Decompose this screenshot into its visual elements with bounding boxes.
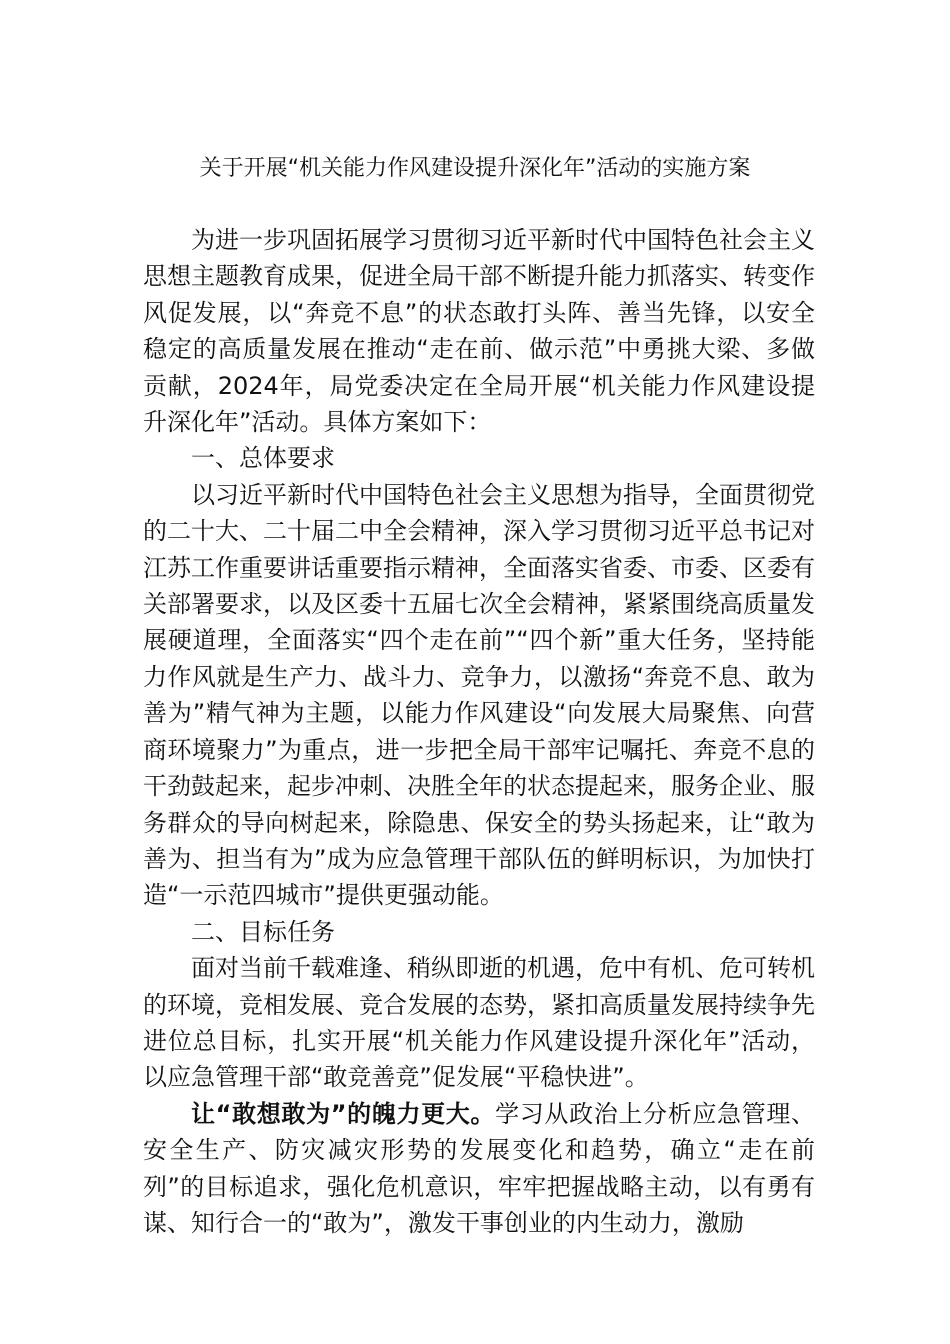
point-one-paragraph (143, 1096, 815, 1242)
section-heading-goals-tasks: 二、目标任务 (191, 917, 335, 946)
document-body (143, 222, 815, 1241)
goals-tasks-paragraph: 面对当前千载难逢、稍纵即逝的机遇，危中有机、危可转机的环境，竞相发展、竞合发展的态势，紧扣高质量发展持续争先进位总目标，扎实开展“机关能力作风建设提升深化年”活动，以应急管理干部“敢竞善竞”促发展“平稳快进”。 (143, 954, 815, 1092)
intro-paragraph: 为进一步巩固拓展学习贯彻习近平新时代中国特色社会主义思想主题教育成果，促进全局干部不断提升能力抓落实、转变作风促发展，以“奔竞不息”的状态敢打头阵、善当先锋，以安全稳定的高质量发展在推动“走在前、做示范”中勇挑大梁、多做贡献，2024年，局党委决定在全局开展“机关能力作风建设提升深化年”活动。具体方案如下： (143, 226, 815, 437)
point-one-body: 学习从政治上分析应急管理、安全生产、防灾减灾形势的发展变化和趋势，确立“走在前列”的目标追求，强化危机意识，牢牢把握战略主动，以有勇有谋、知行合一的“敢为”，激发干事创业的内生动力，激励 (143, 1099, 816, 1237)
point-one-lead: 让“敢想敢为”的魄力更大。 (191, 1099, 496, 1128)
general-requirements-paragraph: 以习近平新时代中国特色社会主义思想为指导，全面贯彻党的二十大、二十届二中全会精神，深入学习贯彻习近平总书记对江苏工作重要讲话重要指示精神，全面落实省委、市委、区委有关部署要求，以及区委十五届七次全会精神，紧紧围绕高质量发展硬道理，全面落实“四个走在前”“四个新”重大任务，坚持能力作风就是生产力、战斗力、竞争力，以激扬“奔竞不息、敢为善为”精气神为主题，以能力作风建设“向发展大局聚焦、向营商环境聚力”为重点，进一步把全局干部牢记嘱托、奔竞不息的干劲鼓起来，起步冲刺、决胜全年的状态提起来，服务企业、服务群众的导向树起来，除隐患、保安全的势头扬起来，让“敢为善为、担当有为”成为应急管理干部队伍的鲜明标识，为加快打造“一示范四城市”提供更强动能。 (143, 480, 815, 910)
document-title: 关于开展“机关能力作风建设提升深化年”活动的实施方案 (199, 156, 751, 181)
section-heading-general-requirements: 一、总体要求 (191, 444, 335, 473)
